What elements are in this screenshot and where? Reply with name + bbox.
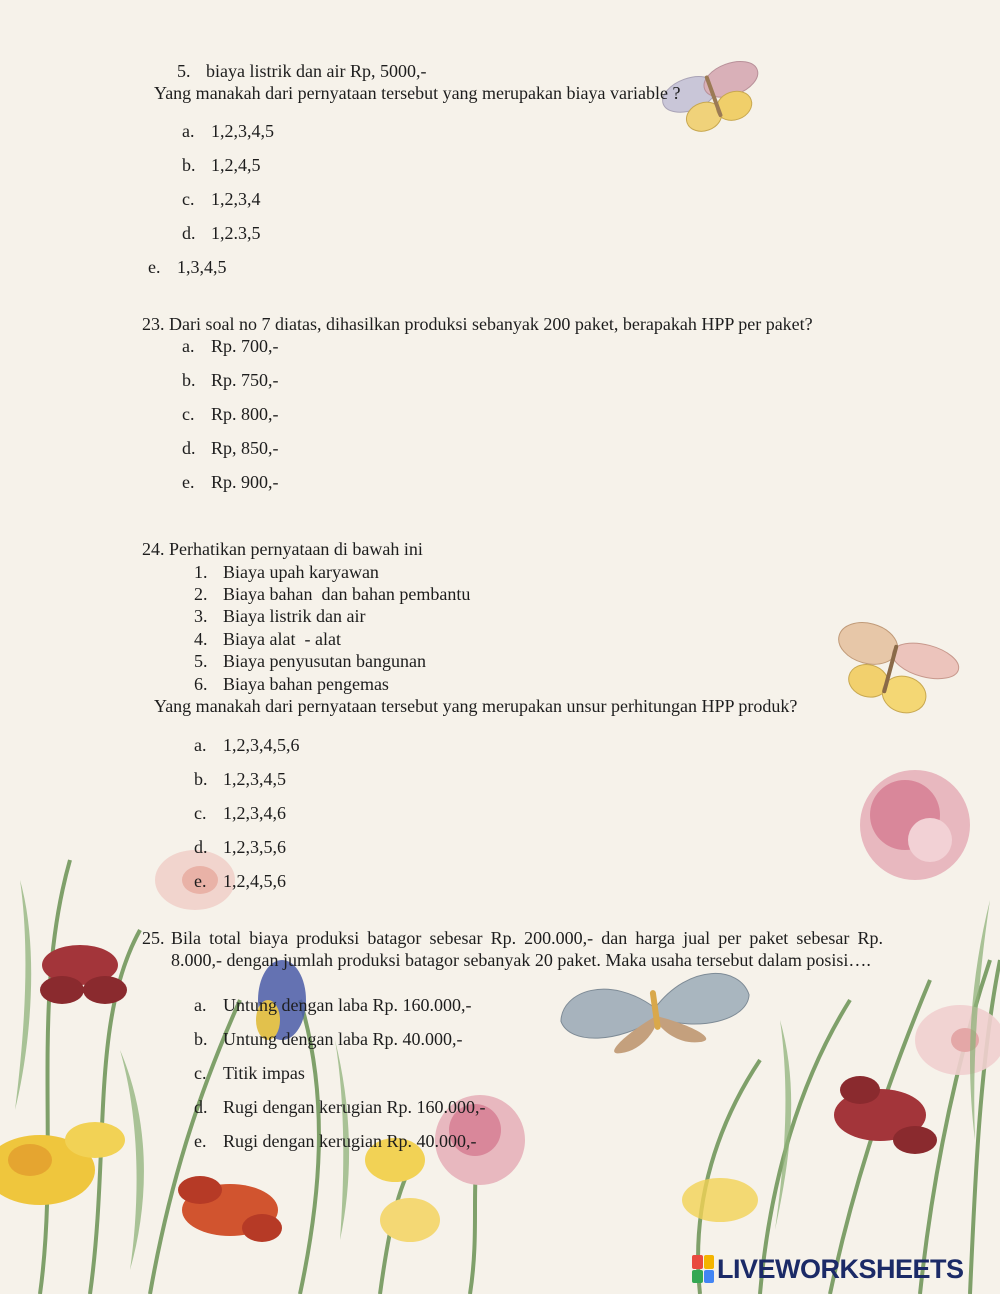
q23-option-c[interactable] [182,403,279,425]
q25-option-e[interactable] [194,1130,476,1152]
liveworksheets-badge-icon [692,1255,714,1283]
q23-option-d[interactable] [182,437,279,459]
option-letter: b. [194,769,208,789]
q24-item-2 [194,583,470,605]
q23-text: Dari soal no 7 diatas, dihasilkan produksi sebanyak 200 paket, berapakah HPP per paket? [169,314,813,334]
q23-option-b[interactable] [182,369,279,391]
option-text: 1,2,3,4 [211,189,261,209]
option-letter: b. [194,1029,208,1049]
q24-option-c[interactable] [194,802,286,824]
option-letter: a. [194,995,207,1015]
q25-option-a[interactable] [194,994,471,1016]
option-letter: a. [194,735,207,755]
option-text: 1,2,4,5,6 [223,871,286,891]
option-text: 1,2,3,4,5,6 [223,735,300,755]
option-letter: e. [194,871,207,891]
item-number: 3. [194,606,208,626]
option-text: Rp. 750,- [211,370,279,390]
option-letter: b. [182,155,196,175]
q24-option-b[interactable] [194,768,286,790]
q24-intro-text: Perhatikan pernyataan di bawah ini [169,539,423,559]
option-letter: a. [182,121,195,141]
option-text: Rp. 800,- [211,404,279,424]
q24-option-d[interactable] [194,836,286,858]
butterfly-right-icon [824,616,964,723]
item-text: Biaya penyusutan bangunan [223,651,426,671]
option-text: 1,2,4,5 [211,155,261,175]
butterfly-center-icon [557,969,754,1061]
option-letter: e. [194,1131,207,1151]
option-text: 1,2.3,5 [211,223,261,243]
option-text: 1,2,3,5,6 [223,837,286,857]
option-letter: c. [194,803,207,823]
option-letter: d. [194,1097,208,1117]
q24-item-4 [194,628,341,650]
q22-option-d[interactable] [182,222,261,244]
yellow-lily-flower-icon [0,1122,125,1205]
q25-number: 25. [142,928,165,948]
option-text: Untung dengan laba Rp. 40.000,- [223,1029,463,1049]
option-text: 1,2,3,4,5 [223,769,286,789]
q24-item-1 [194,561,379,583]
q22-option-b[interactable] [182,154,261,176]
q24-intro [142,538,423,560]
item-number: 6. [194,674,208,694]
q24-item-3 [194,605,365,627]
q25-question: Bila total biaya produksi batagor sebesar Rp. 200.000,- dan harga jual per paket sebesar Rp. 8.000,- dengan jumlah produksi batagor sebanyak 20 paket. Maka usaha tersebut dalam posisi…. [171,928,883,970]
item-number: 1. [194,562,208,582]
q24-question: Yang manakah dari pernyataan tersebut yang merupakan unsur perhitungan HPP produk? [154,696,798,716]
q23-option-e[interactable] [182,471,279,493]
q23-question [142,313,813,335]
item-text: Biaya listrik dan air [223,606,366,626]
option-text: Titik impas [223,1063,305,1083]
red-iris-flower-icon [40,945,127,1004]
option-letter: c. [182,404,195,424]
item-number: 2. [194,584,208,604]
orange-iris-flower-icon [178,1176,282,1242]
option-letter: d. [182,223,196,243]
red-iris-right-icon [834,1076,937,1154]
item-number: 4. [194,629,208,649]
option-letter: c. [194,1063,207,1083]
option-text: Rp. 700,- [211,336,279,356]
q22-item-5-text: biaya listrik dan air Rp, 5000,- [206,61,427,81]
q23-option-a[interactable] [182,335,279,357]
q22-option-c[interactable] [182,188,261,210]
q23-number: 23. [142,314,165,334]
option-text: 1,3,4,5 [177,257,227,277]
option-text: Rp, 850,- [211,438,279,458]
option-letter: c. [182,189,195,209]
option-text: Rugi dengan kerugian Rp. 40.000,- [223,1131,477,1151]
q22-item-5 [177,60,426,82]
option-text: Rugi dengan kerugian Rp. 160.000,- [223,1097,486,1117]
q25-option-c[interactable] [194,1062,305,1084]
q22-option-a[interactable] [182,120,274,142]
option-letter: d. [194,837,208,857]
q24-item-6 [194,673,389,695]
option-letter: a. [182,336,195,356]
carnation-flower-icon [860,770,970,880]
item-number: 5. [194,651,208,671]
item-text: Biaya upah karyawan [223,562,379,582]
item-text: Biaya bahan pengemas [223,674,389,694]
q24-item-5 [194,650,426,672]
option-text: 1,2,3,4,5 [211,121,274,141]
option-text: 1,2,3,4,6 [223,803,286,823]
q24-option-e[interactable] [194,870,286,892]
option-text: Untung dengan laba Rp. 160.000,- [223,995,472,1015]
pale-lily-right-icon [915,1005,1000,1075]
q24-option-a[interactable] [194,734,300,756]
q24-number: 24. [142,539,165,559]
liveworksheets-logo[interactable] [692,1252,964,1286]
logo-text: LIVEWORKSHEETS [717,1253,964,1284]
option-letter: b. [182,370,196,390]
q25-option-b[interactable] [194,1028,462,1050]
option-letter: e. [148,257,161,277]
q25-option-d[interactable] [194,1096,485,1118]
option-letter: d. [182,438,196,458]
item-text: Biaya alat - alat [223,629,341,649]
option-text: Rp. 900,- [211,472,279,492]
q22-item-5-number: 5. [177,61,191,81]
q22-option-e[interactable] [148,256,227,278]
q22-question: Yang manakah dari pernyataan tersebut yang merupakan biaya variable ? [154,83,681,103]
item-text: Biaya bahan dan bahan pembantu [223,584,471,604]
option-letter: e. [182,472,195,492]
